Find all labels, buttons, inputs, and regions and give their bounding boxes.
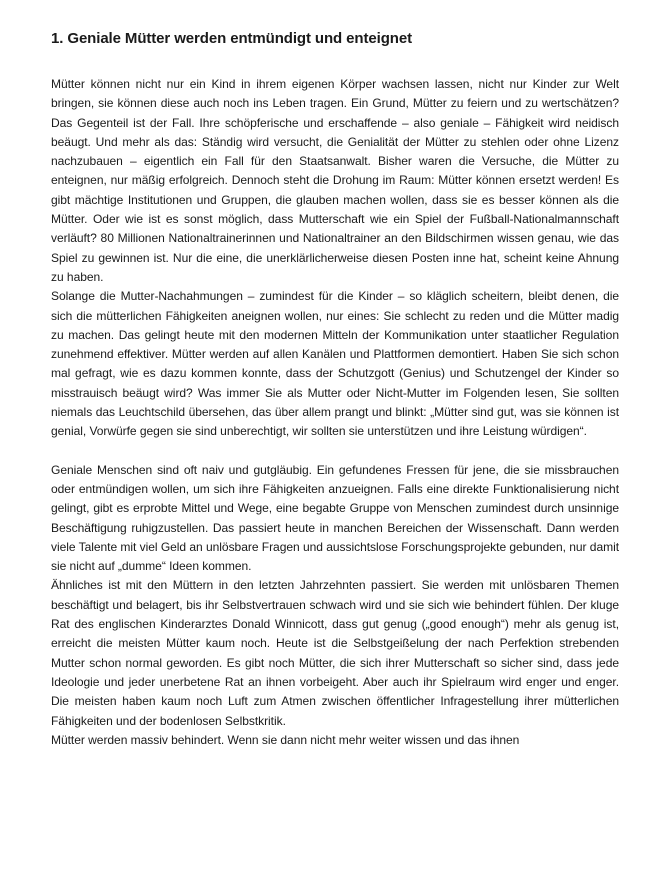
paragraph-2: Solange die Mutter-Nachahmungen – zumindest für die Kinder – so kläglich scheitern, bleibt denen, die sich die mütterlichen Fähigkeiten aneignen wollen, nur eines: Sie schlecht zu reden und die Mütter madig zu machen. Das gelingt heute mit den modernen Mitteln der Kommunikation unter staatlicher Regulation zunehmend effektiver. Mütter werden auf allen Kanälen und Plattformen demontiert. Haben Sie sich schon mal gefragt, wie es dazu kommen konnte, dass der Schutzgott (Genius) und Schutzengel der Kinder so misstrauisch beäugt wird? Was immer Sie als Mutter oder Nicht-Mutter im Folgenden lesen, Sie sollten niemals das Leuchtschild übersehen, das über allem prangt und blinkt: „Mütter sind gut, was sie können ist genial, Vorwürfe gegen sie sind unberechtigt, wir sollten sie unterstützen und ihre Leistung würdigen“. <box>51 289 619 439</box>
paragraph-1: Mütter können nicht nur ein Kind in ihrem eigenen Körper wachsen lassen, nicht nur Kinder zur Welt bringen, sie können diese auch noch ins Leben tragen. Ein Grund, Mütter zu feiern und zu wertschätzen? Das Gegenteil ist der Fall. Ihre schöpferische und erschaffende – also geniale – Fähigkeit wird neidisch beäugt. Und mehr als das: Ständig wird versucht, die Genialität der Mütter zu stehlen oder ohne Lizenz nachzubauen – eigentlich ein Fall für den Staatsanwalt. Bisher waren die Versuche, die Mütter zu enteignen, nur mäßig erfolgreich. Dennoch steht die Drohung im Raum: Mütter können ersetzt werden! Es gibt mächtige Institutionen und Gruppen, die glauben machen wollen, dass sie es besser können als die Mütter. Oder wie ist es sonst möglich, dass Mutterschaft wie ein Spiel der Fußball-Nationalmannschaft verläuft? 80 Millionen Nationaltrainerinnen und Nationaltrainer an den Bildschirmen wissen genau, wie das Spiel zu gewinnen ist. Nur die eine, die unerklärlicherweise diesen Posten inne hat, scheint keine Ahnung zu haben. <box>51 77 619 284</box>
paragraph-3: Geniale Menschen sind oft naiv und gutgläubig. Ein gefundenes Fressen für jene, die sie missbrauchen oder entmündigen wollen, um sich ihre Fähigkeiten anzueignen. Falls eine direkte Funktionalisierung nicht gelingt, gibt es erprobte Mittel und Wege, eine begabte Gruppe von Menschen zumindest durch unsinnige Beschäftigung ruhigzustellen. Das passiert heute in manchen Bereichen der Wissenschaft. Dann werden viele Talente mit viel Geld an unlösbare Fragen und aussichtslose Forschungsprojekte gebunden, nur damit sie nicht auf „dumme“ Ideen kommen. <box>51 462 619 574</box>
paragraph-5: Mütter werden massiv behindert. Wenn sie dann nicht mehr weiter wissen und das ihnen <box>51 732 520 747</box>
document-page <box>51 28 619 750</box>
paragraph-gap <box>51 442 619 461</box>
paragraph-4: Ähnliches ist mit den Müttern in den letzten Jahrzehnten passiert. Sie werden mit unlösbaren Themen beschäftigt und belagert, bis ihr Selbstvertrauen schwach wird und sie sich wie behindert fühlen. Der kluge Rat des englischen Kinderarztes Donald Winnicott, dass gut genug („good enough“) mehr als genug ist, erreicht die meisten Mütter kaum noch. Heute ist die Selbstgeißelung der nach Perfektion strebenden Mutter schon normal geworden. Es gibt noch Mütter, die sich ihrer Mutterschaft so sicher sind, dass jede Ideologie und jeder unerbetene Rat an ihnen vorbeigeht. Aber auch ihr Spielraum wird enger und enger. Die meisten haben kaum noch Luft zum Atmen zwischen öffentlicher Infragestellung ihrer mütterlichen Fähigkeiten und der bodenlosen Selbstkritik. <box>51 578 619 728</box>
chapter-heading: 1. Geniale Mütter werden entmündigt und enteignet <box>51 30 412 47</box>
